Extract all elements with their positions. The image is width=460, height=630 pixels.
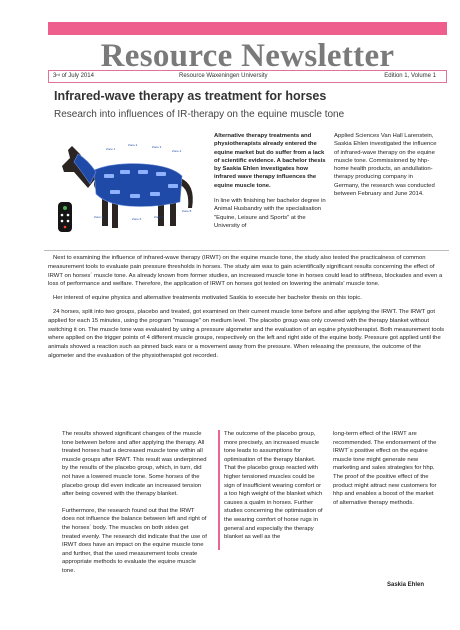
results-column-3 [333,430,439,515]
intro-column-2-text: Applied Sciences Van Hall Larenstein, Saskia Ehlen investigated the influence of infrared-wave therapy on the equine muscle tone. Commissioned by hhp-home health products, an andullation-therapy producing company in Germany, the research was conducted between February and June 2014. [334,133,437,198]
results-column-2 [218,430,326,550]
horse-therapy-blanket-image [54,136,206,240]
intro-lead: Alternative therapy treatments and physiotherapists already entered the equine market but do suffer from a lack of scientific evidence. A bachelor thesis by Saskia Ehlen investigates how infrared wave therapy influences the equine muscle tone. [214,133,326,189]
zone-label: Zone 3 [152,145,162,149]
body-paragraph-1: Next to examining the influence of infrared-wave therapy (IRWT) on the equine muscle tone, the study also tested the practicalness of common measurement tools to evaluate pain pressure thresholds in horses. The study aim was to gain scientifically significant results concerning the effect of IRWT on horses´ muscle tone. As already known from former studies, an increased muscle tone in horses could lead to stiffness, blockades and even a loss of performance and welfare. Therefore, the application of IRWT on horses got tested on lowering the animals' muscle tone. [48,255,443,288]
zone-label: Zone 6 [132,217,142,221]
newsletter-title: Resource Newsletter [100,38,395,74]
results-paragraph-4: long-term effect of the IRWT are recommended. The endorsement of the IRWT´s positive effect on the equine muscle tone might generate new marketing and sales strategies for hhp. The proof of the positive effect of the product might attract new customers for hhp and enables a boost of the market of alternative therapy methods. [333,431,437,506]
zone-label: Zone 1 [106,147,116,151]
intro-column-2 [334,132,438,205]
results-paragraph-3: The outcome of the placebo group, more precisely, an increased muscle tone leads to assumptions for optimisation of the therapy blanket. That the placebo group reacted with higher tensioned muscles could be sign of insufficient wearing comfort or a too high weight of the blanket which causes a qualm in horses. Further studies concerning the optimisation of the wearing comfort of horse rugs in general and especially the therapy blanket as well as the [224,431,323,541]
author-signature: Saskia Ehlen [387,582,425,588]
results-paragraph-1: The results showed significant changes of the muscle tone between before and after applying the therapy. All treated horses had a decreased muscle tone within all muscle groups after IRWT. This result was underpinned by the results of the placebo group, which, in turn, did not have a lowered muscle tone. Some horses of the placebo group did even indicate an increased tension after being covered with the therapy blanket. [62,431,207,498]
intro-column-1 [214,132,327,237]
main-body-text [48,254,446,366]
results-paragraph-2: Furthermore, the research found out that the IRWT does not influence the balance between left and right of the horses´ body. The muscles on both sides get treated evenly. The research did indicate that the use of IRWT does have an impact on the equine muscle tone and further, that the used measurement tools create appropriate methods to evaluate the equine muscle tone. [62,507,207,574]
zone-label: Zone 4 [172,149,182,153]
header-accent-bar [48,22,447,35]
section-divider [44,250,449,251]
zone-label: Zone 8 [182,209,192,213]
body-paragraph-2: Her interest of equine physics and alternative treatments motivated Saskia to execute her bachelor thesis on this topic. [53,295,362,302]
edition-label: Edition 1, Volume 1 [384,73,436,79]
issue-date: 3rd of July 2014 [53,72,94,79]
issue-info-bar [48,70,447,83]
results-column-1 [62,430,207,584]
intro-paragraph: In line with finishing her bachelor degree in Animal Husbandry with the specialisation "Equine, Leisure and Sports" at the University of [214,198,326,229]
institution-name: Resource Waxeningen University [179,73,268,79]
body-paragraph-3: 24 horses, split into two groups, placebo and treated, got examined on their current muscle tone before and after applying the IRWT. The IRWT got applied for each 15 minutes, using the program "massage" on medium level. The placebo group was only covered with the therapy blanket without switching it on. The muscle tone was evaluated by using a pressure algometer and the evaluation of an equine physiotherapist. Both measurement tools where applied on the trigger points of 4 different muscle groups, respectively on the left and right side of the equine body. Pressure got applied until the animals showed a reaction such as pinned back ears or a movement away from the pressure. When releasing the pressure, the outcome of the algometer and the evaluation of the physiotherapist got recorded. [48,308,445,359]
zone-label: Zone 2 [128,143,138,147]
article-subheadline: Research into influences of IR-therapy on the equine muscle tone [54,109,345,120]
article-headline: Infrared-wave therapy as treatment for horses [54,89,327,103]
zone-label: Zone 7 [154,215,164,219]
remote-control-icon [58,202,72,232]
zone-label: Zone 5 [94,215,104,219]
